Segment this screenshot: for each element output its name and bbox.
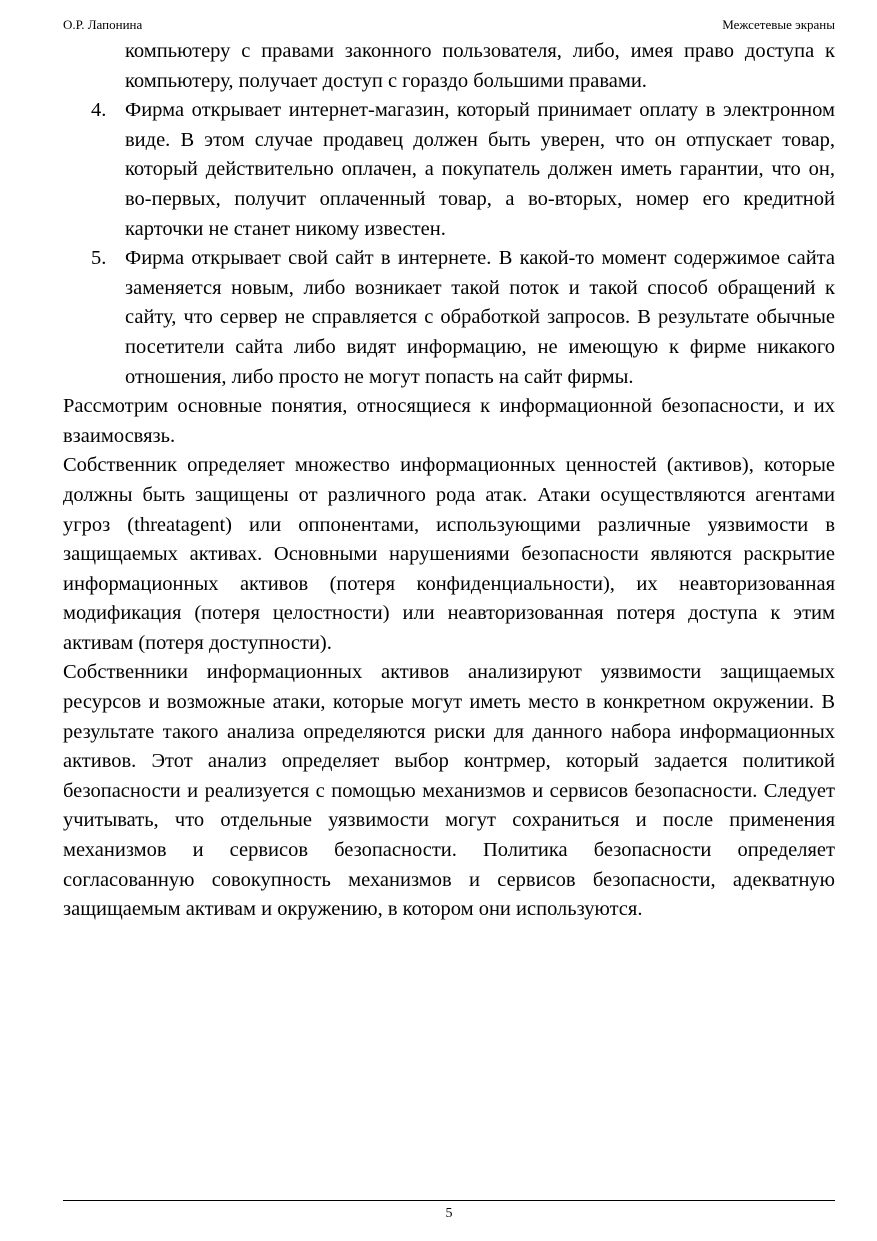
footer-divider	[63, 1200, 835, 1201]
header-title: Межсетевые экраны	[722, 17, 835, 32]
list-item-number: 4.	[91, 99, 107, 122]
page-body	[63, 37, 835, 925]
list-item-text: Фирма открывает интернет-магазин, который принимает оплату в электронном виде. В этом случае продавец должен быть уверен, что он отпускает товар, который действительно оплачен, а покупатель должен иметь гарантии, что он, во-первых, получит оплаченный товар, а во-вторых, номер его кредитной карточки не станет никому известен.	[125, 99, 835, 240]
list-item	[63, 96, 835, 244]
list-item-text: Фирма открывает свой сайт в интернете. В какой-то момент содержимое сайта заменяется новым, либо возникает такой поток и такой способ обращений к сайту, что сервер не справляется с обработкой запросов. В результате обычные посетители сайта либо видят информацию, не имеющую к фирме никакого отношения, либо просто не могут попасть на сайт фирмы.	[125, 247, 835, 388]
list-item	[63, 244, 835, 392]
paragraph: Собственник определяет множество информационных ценностей (активов), которые должны быть защищены от различного рода атак. Атаки осуществляются агентами угроз (threatagent) или оппонентами, использующими различные уязвимости в защищаемых активах. Основными нарушениями безопасности являются раскрытие информационных активов (потеря конфиденциальности), их неавторизованная модификация (потеря целостности) или неавторизованная потеря доступа к этим активам (потеря доступности).	[63, 454, 835, 654]
paragraph: Рассмотрим основные понятия, относящиеся к информационной безопасности, и их взаимосвязь.	[63, 395, 835, 447]
paragraph: Собственники информационных активов анализируют уязвимости защищаемых ресурсов и возможные атаки, которые могут иметь место в конкретном окружении. В результате такого анализа определяются риски для данного набора информационных активов. Этот анализ определяет выбор контрмер, который задается политикой безопасности и реализуется с помощью механизмов и сервисов безопасности. Следует учитывать, что отдельные уязвимости могут сохраниться и после применения механизмов и сервисов безопасности. Политика безопасности определяет согласованную совокупность механизмов и сервисов безопасности, адекватную защищаемым активам и окружению, в котором они используются.	[63, 661, 835, 921]
list-item-text: компьютеру с правами законного пользователя, либо, имея право доступа к компьютеру, получает доступ с гораздо большими правами.	[125, 40, 835, 92]
list-item-continuation	[63, 37, 835, 96]
list-item-number: 5.	[91, 247, 107, 270]
header-author: О.Р. Лапонина	[63, 17, 143, 32]
page-number: 5	[445, 1206, 453, 1221]
numbered-list	[63, 37, 835, 392]
page-header	[63, 16, 835, 36]
